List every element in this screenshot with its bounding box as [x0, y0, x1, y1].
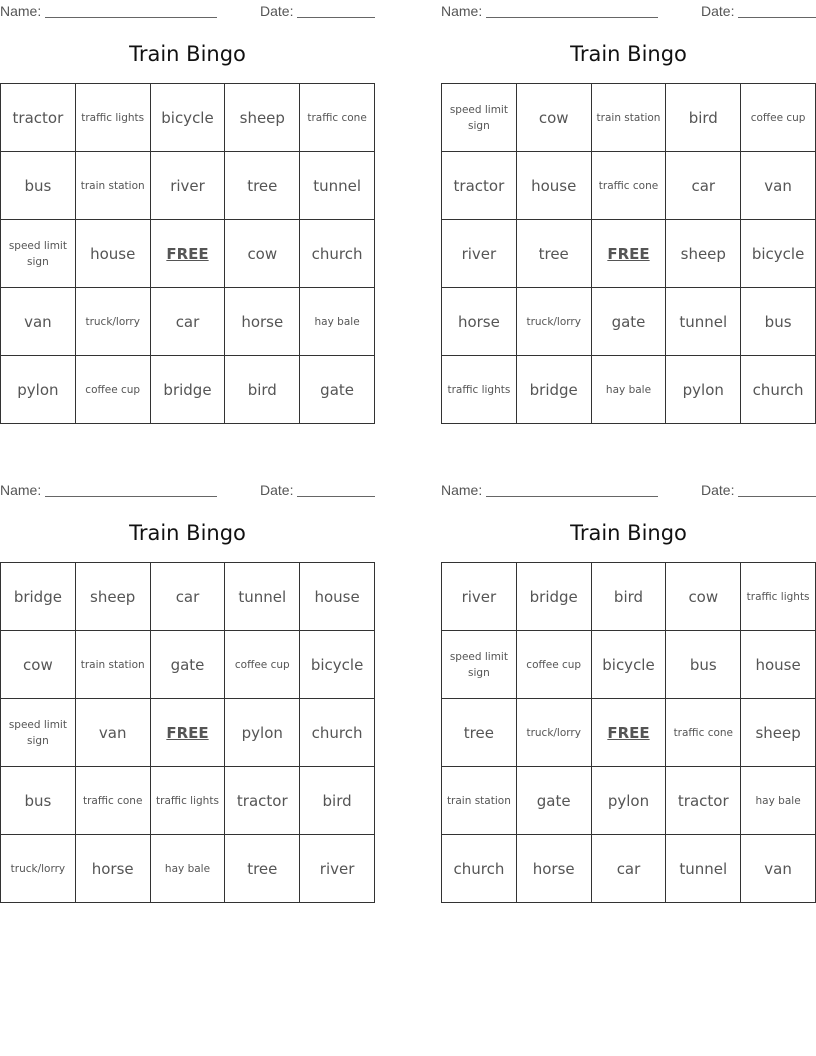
bingo-row	[1, 288, 375, 356]
bingo-row	[1, 152, 375, 220]
name-field-line[interactable]	[486, 496, 658, 497]
bingo-cell[interactable]: house	[516, 152, 591, 220]
bingo-card-2	[441, 0, 816, 399]
bingo-cell[interactable]: truck/lorry	[1, 835, 76, 903]
bingo-cell[interactable]: bus	[666, 631, 741, 699]
bingo-cell[interactable]: river	[300, 835, 375, 903]
bingo-cell[interactable]: house	[75, 220, 150, 288]
bingo-cell[interactable]: tree	[225, 835, 300, 903]
bingo-cell[interactable]: bird	[300, 767, 375, 835]
bingo-row	[1, 563, 375, 631]
date-field-line[interactable]	[738, 496, 816, 497]
bingo-row	[1, 699, 375, 767]
bingo-cell[interactable]: tunnel	[300, 152, 375, 220]
date-field-line[interactable]	[738, 17, 816, 18]
bingo-row	[1, 220, 375, 288]
bingo-cell[interactable]: truck/lorry	[75, 288, 150, 356]
bingo-grid	[0, 83, 375, 424]
bingo-cell[interactable]: pylon	[591, 767, 666, 835]
bingo-row	[442, 84, 816, 152]
bingo-cell[interactable]: bird	[591, 563, 666, 631]
bingo-cell[interactable]: train station	[75, 631, 150, 699]
bingo-cell[interactable]: bus	[741, 288, 816, 356]
bingo-cell[interactable]: house	[741, 631, 816, 699]
bingo-card-4	[441, 479, 816, 878]
bingo-cell[interactable]: traffic cone	[300, 84, 375, 152]
bingo-cell[interactable]: horse	[225, 288, 300, 356]
bingo-cell[interactable]: bird	[225, 356, 300, 424]
bingo-row	[442, 631, 816, 699]
bingo-cell[interactable]: bridge	[1, 563, 76, 631]
bingo-cell[interactable]: river	[442, 563, 517, 631]
bingo-row	[1, 631, 375, 699]
bingo-cell[interactable]: horse	[516, 835, 591, 903]
bingo-cell[interactable]: traffic cone	[75, 767, 150, 835]
bingo-cell[interactable]: sheep	[225, 84, 300, 152]
bingo-cell[interactable]: bicycle	[591, 631, 666, 699]
bingo-cell[interactable]: truck/lorry	[516, 699, 591, 767]
bingo-grid	[441, 562, 816, 903]
card-header	[441, 0, 816, 22]
bingo-cell[interactable]: coffee cup	[516, 631, 591, 699]
bingo-row	[1, 767, 375, 835]
bingo-cell[interactable]: cow	[225, 220, 300, 288]
bingo-cell[interactable]: bicycle	[741, 220, 816, 288]
bingo-cell[interactable]: traffic cone	[666, 699, 741, 767]
bingo-cell[interactable]: speed limit sign	[1, 699, 76, 767]
date-label: Date:	[260, 482, 294, 498]
bingo-cell[interactable]: church	[442, 835, 517, 903]
bingo-cell[interactable]: gate	[591, 288, 666, 356]
bingo-cell[interactable]: bridge	[150, 356, 225, 424]
bingo-cell[interactable]: tractor	[1, 84, 76, 152]
bingo-cell[interactable]: cow	[666, 563, 741, 631]
bingo-cell[interactable]: horse	[442, 288, 517, 356]
bingo-cell[interactable]: sheep	[75, 563, 150, 631]
bingo-cell[interactable]: pylon	[666, 356, 741, 424]
bingo-cell[interactable]: church	[741, 356, 816, 424]
bingo-cell[interactable]: tractor	[666, 767, 741, 835]
card-title: Train Bingo	[570, 42, 687, 66]
bingo-cell[interactable]: hay bale	[150, 835, 225, 903]
date-label: Date:	[701, 3, 735, 19]
bingo-cell[interactable]: traffic lights	[442, 356, 517, 424]
bingo-cell[interactable]: van	[741, 152, 816, 220]
bingo-cell[interactable]: traffic lights	[150, 767, 225, 835]
date-field-line[interactable]	[297, 496, 375, 497]
bingo-card-3	[0, 479, 375, 878]
bingo-cell[interactable]: coffee cup	[741, 84, 816, 152]
card-title: Train Bingo	[129, 521, 246, 545]
free-space-cell[interactable]: FREE	[150, 220, 225, 288]
bingo-cell[interactable]: gate	[300, 356, 375, 424]
bingo-cell[interactable]: speed limit sign	[442, 631, 517, 699]
name-field-line[interactable]	[45, 17, 217, 18]
name-field-line[interactable]	[486, 17, 658, 18]
card-title: Train Bingo	[570, 521, 687, 545]
bingo-cell[interactable]: bus	[1, 152, 76, 220]
bingo-row	[442, 767, 816, 835]
free-space-cell[interactable]: FREE	[591, 699, 666, 767]
card-title: Train Bingo	[129, 42, 246, 66]
bingo-row	[1, 835, 375, 903]
bingo-cell[interactable]: hay bale	[300, 288, 375, 356]
bingo-row	[442, 835, 816, 903]
name-label: Name:	[0, 3, 42, 19]
date-field-line[interactable]	[297, 17, 375, 18]
bingo-cell[interactable]: pylon	[225, 699, 300, 767]
bingo-cell[interactable]: church	[300, 220, 375, 288]
bingo-cell[interactable]: train station	[75, 152, 150, 220]
bingo-cell[interactable]: hay bale	[591, 356, 666, 424]
card-header	[0, 0, 375, 22]
bingo-cell[interactable]: tractor	[442, 152, 517, 220]
bingo-grid	[441, 83, 816, 424]
free-space-cell[interactable]: FREE	[591, 220, 666, 288]
bingo-cell[interactable]: church	[300, 699, 375, 767]
bingo-cell[interactable]: car	[150, 288, 225, 356]
bingo-cell[interactable]: tunnel	[666, 288, 741, 356]
bingo-cell[interactable]: car	[150, 563, 225, 631]
bingo-grid	[0, 562, 375, 903]
bingo-cell[interactable]: coffee cup	[225, 631, 300, 699]
name-label: Name:	[0, 482, 42, 498]
bingo-row	[442, 563, 816, 631]
bingo-row	[442, 220, 816, 288]
bingo-cell[interactable]: sheep	[666, 220, 741, 288]
bingo-cell[interactable]: van	[75, 699, 150, 767]
bingo-cell[interactable]: traffic lights	[741, 563, 816, 631]
bingo-cell[interactable]: bicycle	[300, 631, 375, 699]
free-space-cell[interactable]: FREE	[150, 699, 225, 767]
bingo-cell[interactable]: truck/lorry	[516, 288, 591, 356]
bingo-cell[interactable]: cow	[1, 631, 76, 699]
bingo-card-1	[0, 0, 375, 399]
bingo-cell[interactable]: bridge	[516, 356, 591, 424]
card-header	[0, 479, 375, 501]
bingo-cell[interactable]: train station	[591, 84, 666, 152]
bingo-cell[interactable]: house	[300, 563, 375, 631]
bingo-cell[interactable]: traffic cone	[591, 152, 666, 220]
bingo-cell[interactable]: train station	[442, 767, 517, 835]
name-label: Name:	[441, 3, 483, 19]
bingo-row	[1, 84, 375, 152]
bingo-cell[interactable]: tree	[516, 220, 591, 288]
bingo-cell[interactable]: tree	[225, 152, 300, 220]
bingo-cell[interactable]: tunnel	[225, 563, 300, 631]
name-field-line[interactable]	[45, 496, 217, 497]
bingo-cell[interactable]: tunnel	[666, 835, 741, 903]
bingo-cell[interactable]: hay bale	[741, 767, 816, 835]
date-label: Date:	[701, 482, 735, 498]
bingo-cell[interactable]: river	[150, 152, 225, 220]
bingo-cell[interactable]: cow	[516, 84, 591, 152]
bingo-cell[interactable]: pylon	[1, 356, 76, 424]
name-label: Name:	[441, 482, 483, 498]
bingo-cell[interactable]: bridge	[516, 563, 591, 631]
bingo-cell[interactable]: car	[666, 152, 741, 220]
bingo-cell[interactable]: car	[591, 835, 666, 903]
date-label: Date:	[260, 3, 294, 19]
bingo-row	[1, 356, 375, 424]
bingo-cell[interactable]: tractor	[225, 767, 300, 835]
bingo-cell[interactable]: bicycle	[150, 84, 225, 152]
bingo-row	[442, 288, 816, 356]
bingo-row	[442, 356, 816, 424]
bingo-cell[interactable]: horse	[75, 835, 150, 903]
bingo-cell[interactable]: van	[741, 835, 816, 903]
bingo-cell[interactable]: gate	[150, 631, 225, 699]
bingo-cell[interactable]: coffee cup	[75, 356, 150, 424]
bingo-cell[interactable]: traffic lights	[75, 84, 150, 152]
bingo-cell[interactable]: tree	[442, 699, 517, 767]
bingo-cell[interactable]: bus	[1, 767, 76, 835]
card-header	[441, 479, 816, 501]
bingo-cell[interactable]: van	[1, 288, 76, 356]
bingo-cell[interactable]: gate	[516, 767, 591, 835]
bingo-cell[interactable]: speed limit sign	[442, 84, 517, 152]
bingo-cell[interactable]: river	[442, 220, 517, 288]
bingo-cell[interactable]: bird	[666, 84, 741, 152]
bingo-cell[interactable]: sheep	[741, 699, 816, 767]
bingo-row	[442, 152, 816, 220]
bingo-row	[442, 699, 816, 767]
bingo-cell[interactable]: speed limit sign	[1, 220, 76, 288]
